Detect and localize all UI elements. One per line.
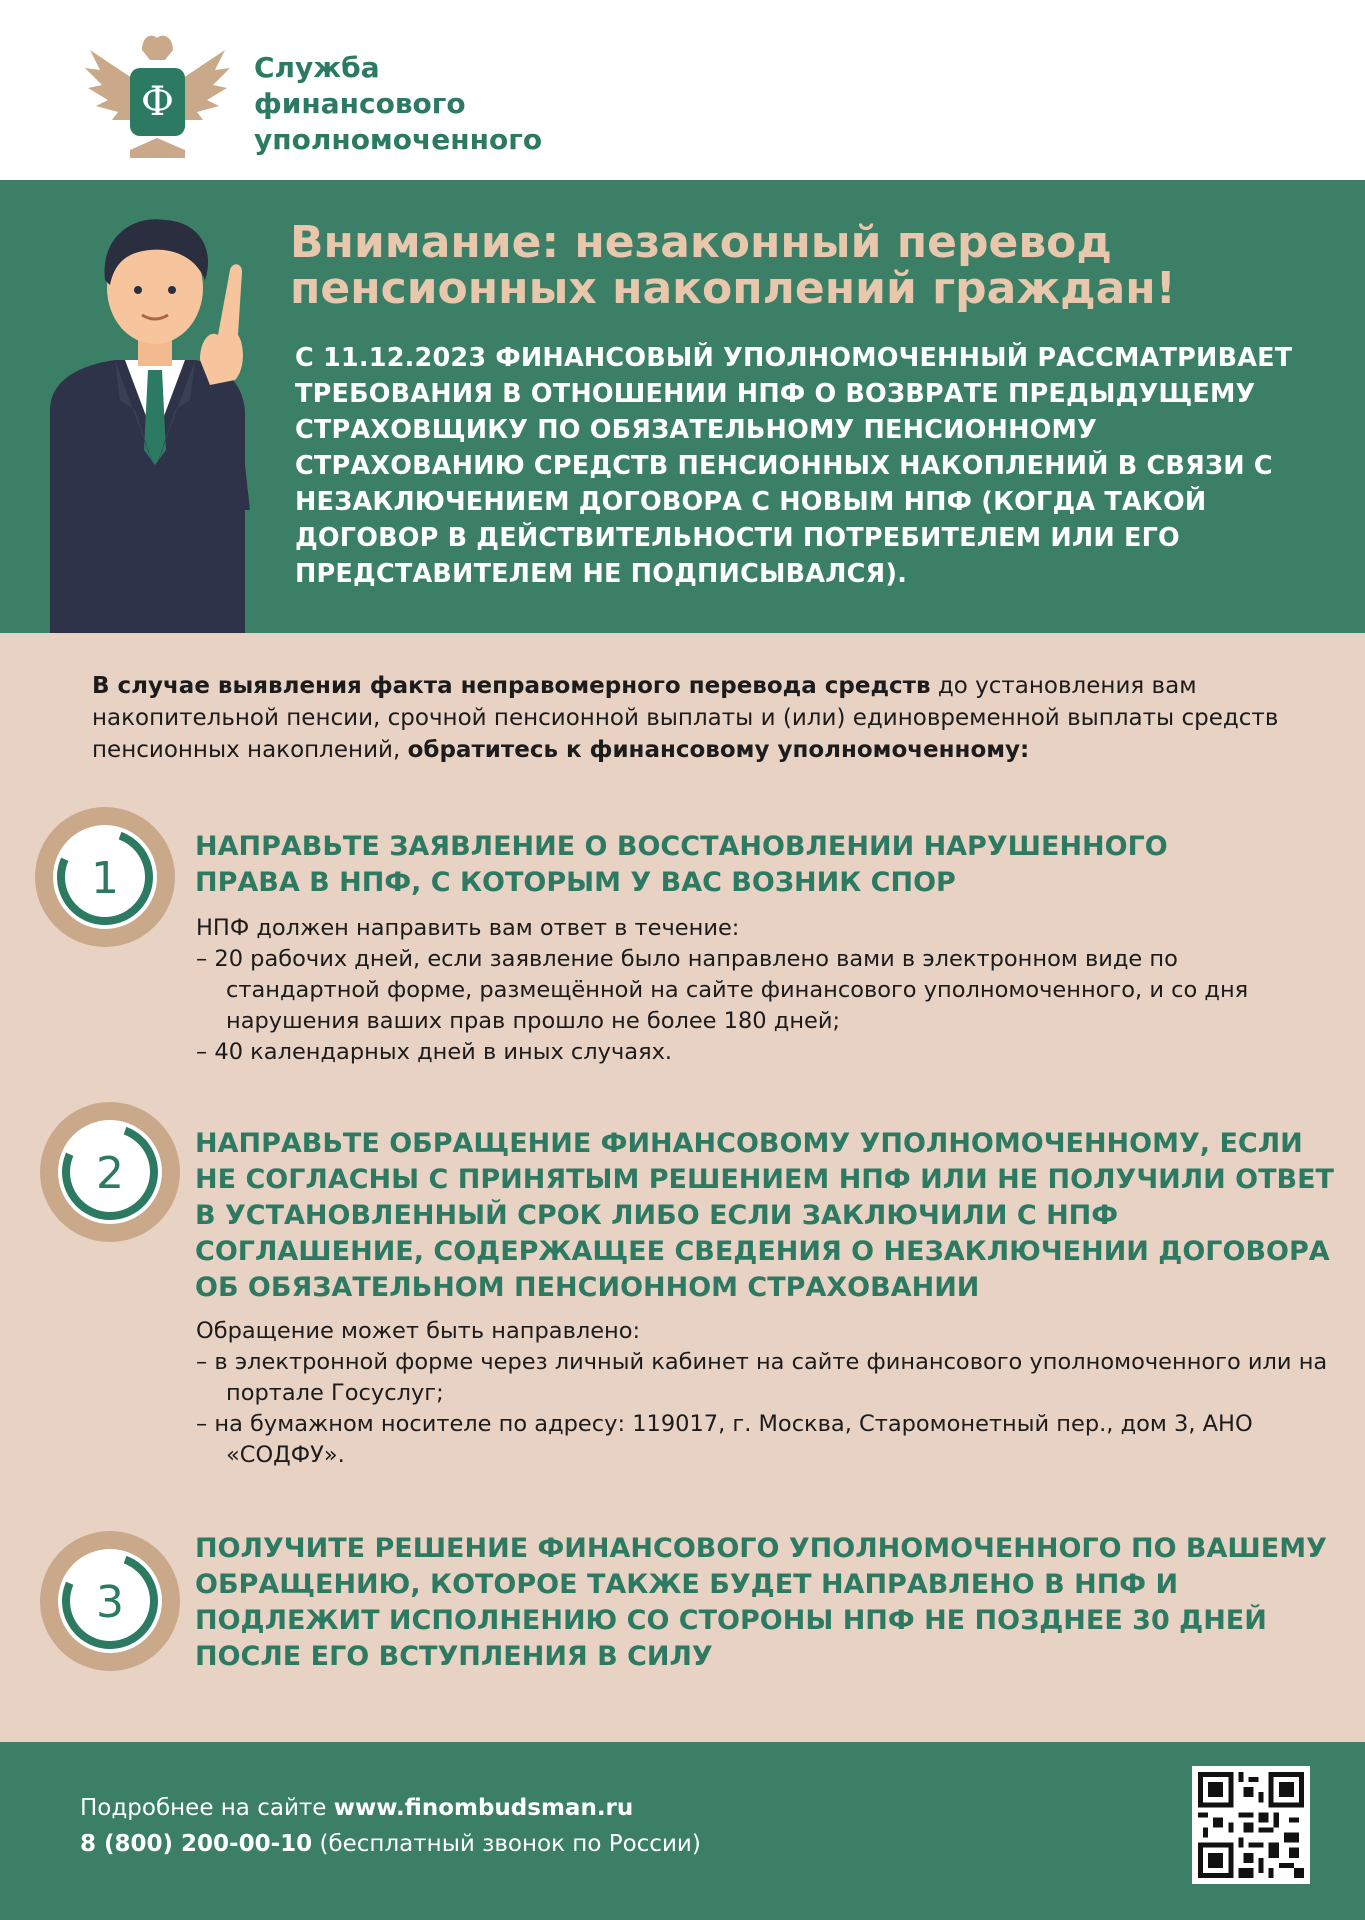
svg-text:2: 2 [96, 1148, 124, 1199]
step-1-title: НАПРАВЬТЕ ЗАЯВЛЕНИЕ О ВОССТАНОВЛЕНИИ НАРУШЕННОГО ПРАВА В НПФ, С КОТОРЫМ У ВАС ВОЗНИК СПОР [195, 831, 1168, 898]
step-2-lead: Обращение может быть направлено: [196, 1318, 641, 1344]
businessman-illustration-icon [40, 210, 270, 633]
phone-note: (бесплатный звонок по России) [312, 1831, 701, 1857]
svg-text:3: 3 [96, 1577, 124, 1628]
org-line-2: финансового [254, 87, 466, 120]
org-line-1: Служба [254, 51, 380, 84]
step-3-title: ПОЛУЧИТЕ РЕШЕНИЕ ФИНАНСОВОГО УПОЛНОМОЧЕННОГО ПО ВАШЕМУ ОБРАЩЕНИЮ, КОТОРОЕ ТАКЖЕ БУДЕТ НАПРАВЛЕНО В НПФ И ПОДЛЕЖИТ ИСПОЛНЕНИЮ СО СТОРОНЫ НПФ НЕ ПОЗДНЕЕ 30 ДНЕЙ ПОСЛЕ ЕГО ВСТУПЛЕНИЯ В СИЛУ [195, 1533, 1327, 1672]
org-line-3: уполномоченного [254, 123, 543, 156]
step-number-icon [40, 1102, 180, 1242]
hero-title-line-2: пенсионных накоплений граждан! [290, 263, 1176, 314]
step-number-icon [40, 1531, 180, 1671]
step-3 [0, 1527, 1365, 1697]
hero-title [290, 217, 1330, 314]
intro-middle: до установления вам накопительной пенсии, срочной пенсионной выплаты и (или) единовременной выплаты средств пенсионных накоплений, [92, 673, 1279, 763]
organization-name [254, 50, 542, 158]
hero-title-line-1: Внимание: незаконный перевод [290, 217, 1112, 268]
step-1-item-1: – 20 рабочих дней, если заявление было направлено вами в электронном виде по стандартной форме, размещённой на сайте финансового уполномоченного, и со дня нарушения ваших прав прошло не более 180 дней; [196, 946, 1249, 1034]
site-link[interactable]: www.finombudsman.ru [333, 1795, 634, 1821]
footer-phone-line [80, 1828, 701, 1860]
step-number-icon [35, 807, 175, 947]
site-prefix: Подробнее на сайте [80, 1795, 334, 1821]
intro-bold-end: обратитесь к финансовому уполномоченному: [407, 737, 1030, 763]
step-1-body [196, 913, 1336, 1068]
hero-banner [0, 180, 1365, 633]
intro-bold-start: В случае выявления факта неправомерного перевода средств [92, 673, 931, 699]
step-1-lead: НПФ должен направить вам ответ в течение: [196, 915, 740, 941]
qr-code-icon [1192, 1766, 1310, 1884]
step-2-item-1: – в электронной форме через личный кабинет на сайте финансового уполномоченного или на портале Госуслуг; [196, 1349, 1328, 1406]
footer [0, 1742, 1365, 1920]
phone-number[interactable]: 8 (800) 200-00-10 [80, 1831, 313, 1857]
step-2 [0, 1100, 1365, 1480]
step-2-title: НАПРАВЬТЕ ОБРАЩЕНИЕ ФИНАНСОВОМУ УПОЛНОМОЧЕННОМУ, ЕСЛИ НЕ СОГЛАСНЫ С ПРИНЯТЫМ РЕШЕНИЕМ НПФ ИЛИ НЕ ПОЛУЧИЛИ ОТВЕТ В УСТАНОВЛЕННЫЙ СРОК ЛИБО ЕСЛИ ЗАКЛЮЧИЛИ С НПФ СОГЛАШЕНИЕ, СОДЕРЖАЩЕЕ СВЕДЕНИЯ О НЕЗАКЛЮЧЕНИИ ДОГОВОРА ОБ ОБЯЗАТЕЛЬНОМ ПЕНСИОННОМ СТРАХОВАНИИ [195, 1128, 1334, 1303]
hero-text: С 11.12.2023 ФИНАНСОВЫЙ УПОЛНОМОЧЕННЫЙ РАССМАТРИВАЕТ ТРЕБОВАНИЯ В ОТНОШЕНИИ НПФ О ВОЗВРАТЕ ПРЕДЫДУЩЕМУ СТРАХОВЩИКУ ПО ОБЯЗАТЕЛЬНОМУ ПЕНСИОННОМУ СТРАХОВАНИЮ СРЕДСТВ ПЕНСИОННЫХ НАКОПЛЕНИЙ В СВЯЗИ С НЕЗАКЛЮЧЕНИЕМ ДОГОВОРА С НОВЫМ НПФ (КОГДА ТАКОЙ ДОГОВОР В ДЕЙСТВИТЕЛЬНОСТИ ПОТРЕБИТЕЛЕМ ИЛИ ЕГО ПРЕДСТАВИТЕЛЕМ НЕ ПОДПИСЫВАЛСЯ). [295, 343, 1293, 589]
svg-text:Ф: Ф [140, 79, 175, 125]
step-1 [0, 805, 1365, 1075]
step-2-body [196, 1316, 1336, 1471]
svg-text:1: 1 [91, 853, 119, 904]
footer-site-line [80, 1792, 633, 1824]
step-1-item-2: – 40 календарных дней в иных случаях. [196, 1039, 673, 1065]
emblem-logo-icon [80, 30, 235, 165]
step-2-item-2: – на бумажном носителе по адресу: 119017, г. Москва, Старомонетный пер., дом 3, АНО «СОДФУ». [196, 1411, 1253, 1468]
header [0, 0, 1365, 180]
intro-paragraph [92, 670, 1322, 766]
